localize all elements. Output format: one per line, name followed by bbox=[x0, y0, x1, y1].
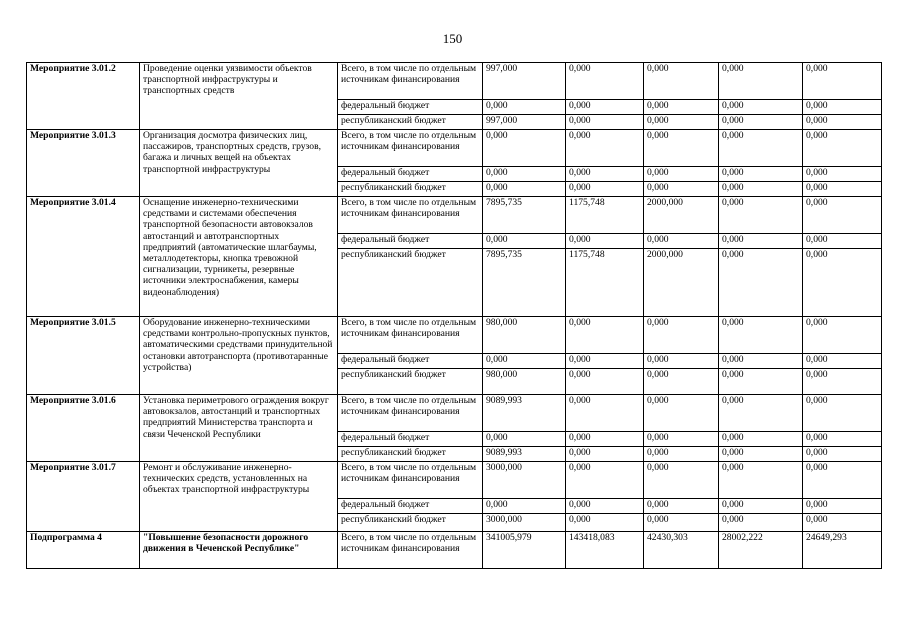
amount-cell: 0,000 bbox=[803, 249, 882, 317]
table-row bbox=[27, 197, 882, 234]
amount-cell: 42430,303 bbox=[644, 532, 719, 569]
amount-cell: 0,000 bbox=[803, 182, 882, 197]
measure-name: Мероприятие 3.01.6 bbox=[27, 395, 140, 462]
amount-cell: 0,000 bbox=[803, 499, 882, 514]
amount-cell: 2000,000 bbox=[644, 249, 719, 317]
funding-source: федеральный бюджет bbox=[338, 354, 483, 369]
measure-description: Организация досмотра физических лиц, пассажиров, транспортных средств, грузов, багажа и личных вещей на объектах транспортной инфраструктуры bbox=[140, 130, 338, 197]
amount-cell: 0,000 bbox=[719, 197, 803, 234]
amount-cell: 0,000 bbox=[566, 317, 644, 354]
measure-name: Мероприятие 3.01.5 bbox=[27, 317, 140, 395]
amount-cell: 0,000 bbox=[719, 432, 803, 447]
table-row bbox=[27, 395, 882, 432]
table-row bbox=[27, 532, 882, 569]
amount-cell: 1175,748 bbox=[566, 249, 644, 317]
funding-source: Всего, в том числе по отдельным источникам финансирования bbox=[338, 317, 483, 354]
funding-source: федеральный бюджет bbox=[338, 234, 483, 249]
amount-cell: 0,000 bbox=[719, 63, 803, 100]
amount-cell: 0,000 bbox=[803, 395, 882, 432]
amount-cell: 0,000 bbox=[644, 317, 719, 354]
amount-cell: 0,000 bbox=[803, 514, 882, 532]
funding-source: федеральный бюджет bbox=[338, 499, 483, 514]
amount-cell: 0,000 bbox=[719, 354, 803, 369]
measure-name: Подпрограмма 4 bbox=[27, 532, 140, 569]
funding-source: республиканский бюджет bbox=[338, 182, 483, 197]
amount-cell: 0,000 bbox=[566, 447, 644, 462]
amount-cell: 9089,993 bbox=[483, 395, 566, 432]
amount-cell: 0,000 bbox=[644, 234, 719, 249]
amount-cell: 0,000 bbox=[566, 167, 644, 182]
amount-cell: 0,000 bbox=[719, 100, 803, 115]
amount-cell: 0,000 bbox=[644, 499, 719, 514]
amount-cell: 0,000 bbox=[719, 317, 803, 354]
amount-cell: 0,000 bbox=[566, 432, 644, 447]
amount-cell: 0,000 bbox=[803, 317, 882, 354]
measure-name: Мероприятие 3.01.3 bbox=[27, 130, 140, 197]
amount-cell: 0,000 bbox=[719, 249, 803, 317]
amount-cell: 0,000 bbox=[719, 234, 803, 249]
amount-cell: 0,000 bbox=[483, 234, 566, 249]
table-row bbox=[27, 63, 882, 100]
amount-cell: 0,000 bbox=[566, 234, 644, 249]
amount-cell: 0,000 bbox=[719, 395, 803, 432]
amount-cell: 9089,993 bbox=[483, 447, 566, 462]
amount-cell: 0,000 bbox=[566, 100, 644, 115]
funding-source: Всего, в том числе по отдельным источникам финансирования bbox=[338, 395, 483, 432]
funding-source: Всего, в том числе по отдельным источникам финансирования bbox=[338, 130, 483, 167]
amount-cell: 0,000 bbox=[644, 100, 719, 115]
amount-cell: 0,000 bbox=[644, 447, 719, 462]
funding-source: федеральный бюджет bbox=[338, 167, 483, 182]
amount-cell: 0,000 bbox=[644, 182, 719, 197]
amount-cell: 0,000 bbox=[644, 130, 719, 167]
table-row bbox=[27, 317, 882, 354]
amount-cell: 0,000 bbox=[566, 369, 644, 395]
amount-cell: 1175,748 bbox=[566, 197, 644, 234]
funding-source: федеральный бюджет bbox=[338, 100, 483, 115]
amount-cell: 0,000 bbox=[483, 130, 566, 167]
amount-cell: 0,000 bbox=[803, 115, 882, 130]
amount-cell: 997,000 bbox=[483, 63, 566, 100]
measure-description: Оснащение инженерно-техническими средствами и системами обеспечения транспортной безопасности автовокзалов автостанций и автотранспортных предприятий (автоматические шлагбаумы, металлодетекторы, кнопка тревожной сигнализации, турникеты, резервные источники электроснабжения, камеры видеонаблюдения) bbox=[140, 197, 338, 317]
funding-source: Всего, в том числе по отдельным источникам финансирования bbox=[338, 197, 483, 234]
table-row bbox=[27, 130, 882, 167]
amount-cell: 0,000 bbox=[644, 115, 719, 130]
amount-cell: 0,000 bbox=[566, 63, 644, 100]
amount-cell: 0,000 bbox=[644, 354, 719, 369]
amount-cell: 0,000 bbox=[803, 462, 882, 499]
amount-cell: 3000,000 bbox=[483, 462, 566, 499]
amount-cell: 0,000 bbox=[719, 182, 803, 197]
amount-cell: 0,000 bbox=[566, 462, 644, 499]
amount-cell: 0,000 bbox=[803, 447, 882, 462]
amount-cell: 7895,735 bbox=[483, 249, 566, 317]
budget-table bbox=[26, 62, 882, 569]
funding-source: Всего, в том числе по отдельным источникам финансирования bbox=[338, 532, 483, 569]
amount-cell: 0,000 bbox=[566, 130, 644, 167]
amount-cell: 0,000 bbox=[803, 432, 882, 447]
amount-cell: 0,000 bbox=[644, 395, 719, 432]
amount-cell: 0,000 bbox=[803, 354, 882, 369]
amount-cell: 0,000 bbox=[803, 369, 882, 395]
amount-cell: 0,000 bbox=[566, 115, 644, 130]
amount-cell: 0,000 bbox=[566, 182, 644, 197]
measure-description: Оборудование инженерно-техническими средствами контрольно-пропускных пунктов, автоматическими средствами принудительной остановки автотранспорта (противотаранные устройства) bbox=[140, 317, 338, 395]
amount-cell: 0,000 bbox=[644, 167, 719, 182]
amount-cell: 0,000 bbox=[566, 354, 644, 369]
measure-name: Мероприятие 3.01.4 bbox=[27, 197, 140, 317]
amount-cell: 24649,293 bbox=[803, 532, 882, 569]
amount-cell: 0,000 bbox=[803, 167, 882, 182]
amount-cell: 143418,083 bbox=[566, 532, 644, 569]
amount-cell: 341005,979 bbox=[483, 532, 566, 569]
amount-cell: 980,000 bbox=[483, 369, 566, 395]
amount-cell: 0,000 bbox=[483, 432, 566, 447]
table-row bbox=[27, 462, 882, 499]
funding-source: Всего, в том числе по отдельным источникам финансирования bbox=[338, 462, 483, 499]
measure-description: Установка периметрового ограждения вокруг автовокзалов, автостанций и транспортных предприятий Министерства транспорта и связи Чеченской Республики bbox=[140, 395, 338, 462]
amount-cell: 0,000 bbox=[719, 462, 803, 499]
amount-cell: 0,000 bbox=[566, 499, 644, 514]
amount-cell: 0,000 bbox=[644, 462, 719, 499]
amount-cell: 0,000 bbox=[483, 354, 566, 369]
amount-cell: 28002,222 bbox=[719, 532, 803, 569]
amount-cell: 2000,000 bbox=[644, 197, 719, 234]
amount-cell: 0,000 bbox=[566, 514, 644, 532]
amount-cell: 7895,735 bbox=[483, 197, 566, 234]
measure-description: Проведение оценки уязвимости объектов транспортной инфраструктуры и транспортных средств bbox=[140, 63, 338, 130]
funding-source: федеральный бюджет bbox=[338, 432, 483, 447]
funding-source: республиканский бюджет bbox=[338, 115, 483, 130]
funding-source: республиканский бюджет bbox=[338, 514, 483, 532]
amount-cell: 0,000 bbox=[644, 369, 719, 395]
amount-cell: 0,000 bbox=[803, 234, 882, 249]
funding-source: республиканский бюджет bbox=[338, 369, 483, 395]
amount-cell: 0,000 bbox=[719, 115, 803, 130]
amount-cell: 0,000 bbox=[483, 100, 566, 115]
amount-cell: 3000,000 bbox=[483, 514, 566, 532]
amount-cell: 0,000 bbox=[483, 182, 566, 197]
amount-cell: 0,000 bbox=[483, 499, 566, 514]
amount-cell: 0,000 bbox=[483, 167, 566, 182]
amount-cell: 0,000 bbox=[719, 369, 803, 395]
amount-cell: 0,000 bbox=[719, 130, 803, 167]
amount-cell: 0,000 bbox=[719, 499, 803, 514]
amount-cell: 0,000 bbox=[566, 395, 644, 432]
page-number: 150 bbox=[442, 31, 463, 46]
amount-cell: 0,000 bbox=[803, 197, 882, 234]
funding-source: Всего, в том числе по отдельным источникам финансирования bbox=[338, 63, 483, 100]
measure-description: Ремонт и обслуживание инженерно-технических средств, установленных на объектах транспортной инфраструктуры bbox=[140, 462, 338, 532]
amount-cell: 0,000 bbox=[644, 432, 719, 447]
amount-cell: 0,000 bbox=[719, 514, 803, 532]
amount-cell: 0,000 bbox=[719, 447, 803, 462]
measure-description: "Повышение безопасности дорожного движения в Чеченской Республике" bbox=[140, 532, 338, 569]
measure-name: Мероприятие 3.01.2 bbox=[27, 63, 140, 130]
amount-cell: 0,000 bbox=[644, 63, 719, 100]
amount-cell: 0,000 bbox=[719, 167, 803, 182]
measure-name: Мероприятие 3.01.7 bbox=[27, 462, 140, 532]
funding-source: республиканский бюджет bbox=[338, 249, 483, 317]
amount-cell: 0,000 bbox=[803, 130, 882, 167]
amount-cell: 0,000 bbox=[803, 100, 882, 115]
amount-cell: 997,000 bbox=[483, 115, 566, 130]
funding-source: республиканский бюджет bbox=[338, 447, 483, 462]
amount-cell: 0,000 bbox=[644, 514, 719, 532]
amount-cell: 980,000 bbox=[483, 317, 566, 354]
amount-cell: 0,000 bbox=[803, 63, 882, 100]
